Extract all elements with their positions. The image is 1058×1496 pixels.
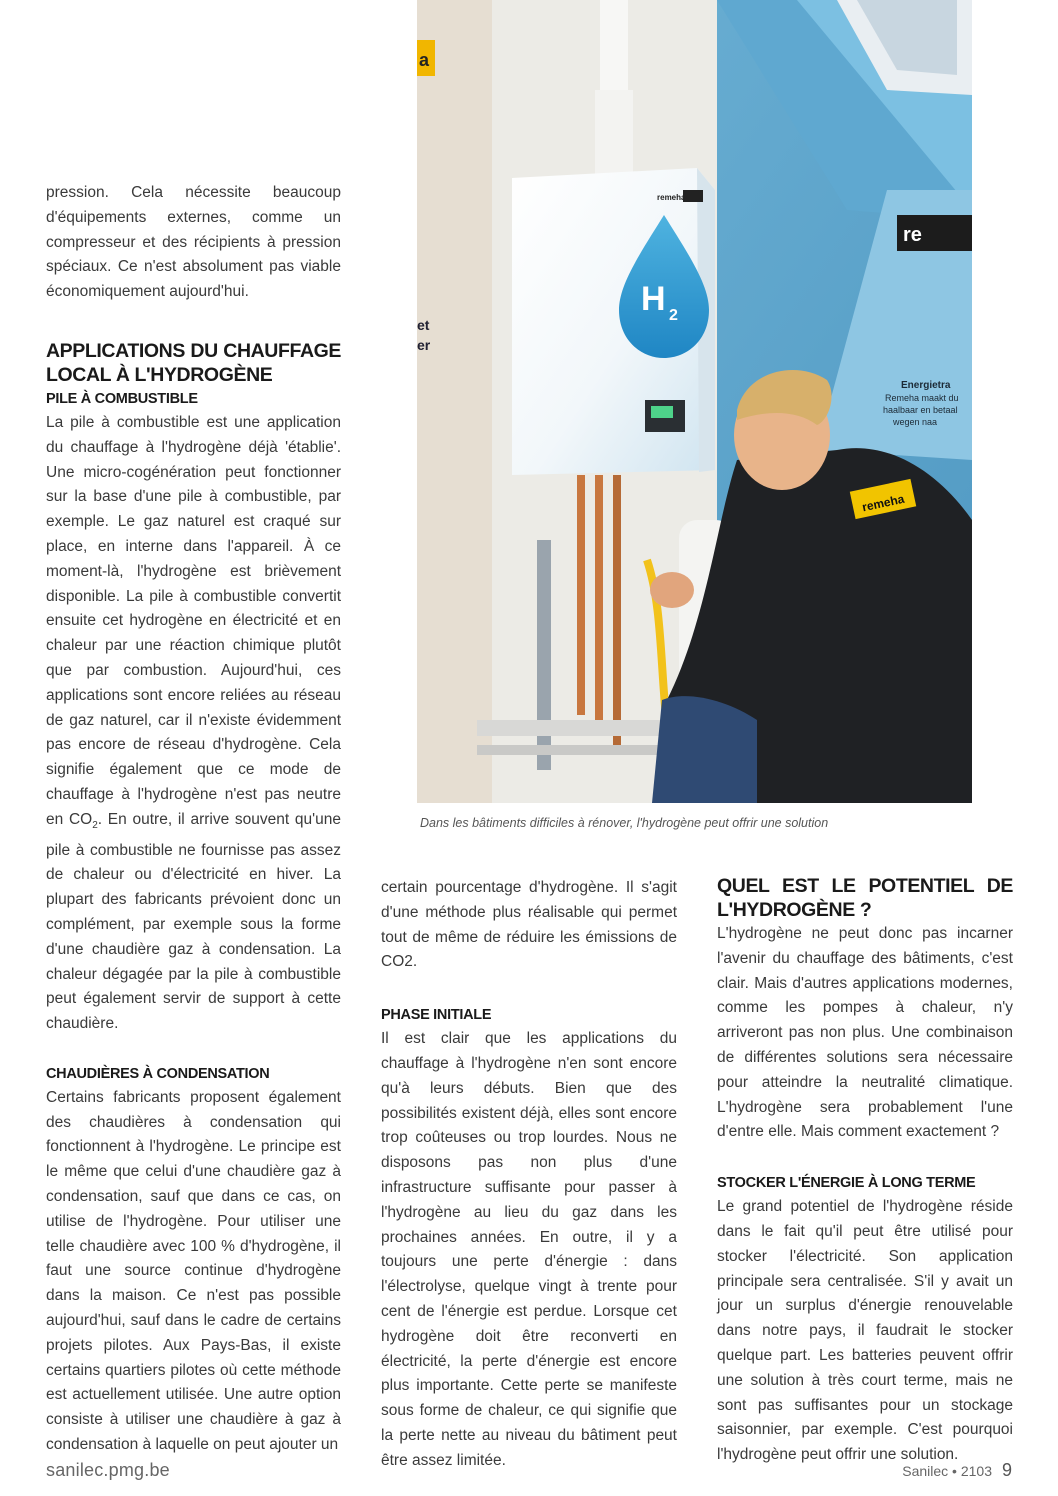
intro-paragraph: pression. Cela nécessite beaucoup d'équipements externes, comme un compresseur et des récipients à pression spéciaux. Ce n'est absolument pas viable économiquement aujourd'hui. [46,184,341,301]
page-number: 9 [1001,1460,1012,1480]
paragraph-chaudieres: Certains fabricants proposent également des chaudières à condensation qui fonctionnent à l'hydrogène. Le principe est le même que celui d'une chaudière gaz à condensation, sauf que dans ce cas, on utilise de l'hydrogène. Pour utiliser une telle chaudière avec 100 % d'hydrogène, il faut une source continue d'hydrogène dans la maison. Ce n'est pas possible aujourd'hui, sauf dans le cadre de certains projets pilotes. Aux Pays-Bas, il existe certains quartiers pilotes où cette méthode est actuellement utilisée. Une autre option consiste à utiliser une chaudière à gaz à condensation à laquelle on peut ajouter un [46,1088,341,1453]
wall-sign-brand: re [903,224,922,246]
co2-text: CO [68,810,93,828]
subheading-phase-initiale: PHASE INITIALE [381,1007,492,1024]
subheading-pile: PILE À COMBUSTIBLE [46,390,198,407]
paragraph-pile [46,411,341,1037]
footer-issue [902,1460,1012,1481]
h2-logo-letter: H [641,280,666,318]
article-photo [417,0,972,803]
paragraph-pile-text: La pile à combustible est une application du chauffage à l'hydrogène déjà 'établie'. Une micro-cogénération peut fonctionner sur la base d'une pile à combustible, par exemple. Le gaz naturel est craqué sur place, en interne dans l'appareil. À ce moment-là, l'hydrogène est brièvement disponible. La pile à combustible convertit ensuite cet hydrogène en électricité et en chaleur par une réaction chimique plutôt que par combustion. Aujourd'hui, ces applications sont encore reliées au réseau de gaz naturel, car il n'existe évidemment pas encore de réseau d'hydrogène. Cela signifie également que ce mode de chauffage à l'hydrogène n'est pas neutre en [46,413,341,828]
paragraph-stocker: Le grand potentiel de l'hydrogène réside dans le fait qu'il peut être utilisé pour stocker l'électricité. Son application principale sera centralisée. S'il y avait un jour un surplus d'énergie renouvelable dans notre pays, il faudrait le stocker quelque part. Les batteries peuvent offrir une solution à très court terme, mais ne sont pas suffisantes pour un stockage saisonnier, par exemple. C'est pourquoi l'hydrogène peut offrir une solution. [717,1198,1013,1464]
boiler-brand: remeha [657,193,686,202]
photo-caption: Dans les bâtiments difficiles à rénover, l'hydrogène peut offrir une solution [420,816,829,830]
section-heading-potentiel: QUEL EST LE POTENTIEL DE L'HYDROGÈNE ? [717,875,1013,921]
wall-sign-line-3: haalbaar en betaal [883,405,958,415]
jacket-brand: remeha [860,491,906,515]
footer-issue-text: Sanilec • 2103 [902,1463,992,1479]
column-2 [381,876,677,1474]
left-tag-text: a [419,50,430,70]
boiler-brand-badge [683,190,703,202]
column-1 [46,181,341,1458]
wall-sign-line-4: wegen naa [893,417,938,427]
column-3 [717,874,1013,1468]
left-fragment-1: et [417,317,430,333]
paragraph-continuation: certain pourcentage d'hydrogène. Il s'agit d'une méthode plus réalisable qui permet tout de même de réduire les émissions de CO2. [381,879,677,971]
paragraph-pile-end: . En outre, il arrive souvent qu'une pile à combustible ne fournisse pas assez de chaleur ou d'électricité en hiver. La plupart des fabricants prévoient donc un complément, par exemple sous la forme d'une chaudière gaz à condensation. La chaleur dégagée par la pile à combustible peut également servir de support à cette chaudière. [46,810,341,1033]
wall-sign-line-1: Energietra [901,380,951,391]
h2-logo-subscript: 2 [669,307,678,324]
footer-site-link[interactable]: sanilec.pmg.be [46,1460,170,1480]
co2-subscript: 2 [92,819,98,831]
subheading-stocker: STOCKER L'ÉNERGIE À LONG TERME [717,1175,976,1192]
paragraph-phase-initiale: Il est clair que les applications du chauffage à l'hydrogène n'en sont encore qu'à leurs débuts. Bien que des possibilités existent déjà, elles sont encore trop coûteuses ou trop lourdes. Nous ne disposons pas non plus d'une infrastructure suffisante pour passer à l'hydrogène au lieu du gaz dans les prochaines années. En outre, il y a toujours une perte d'énergie : dans l'électrolyse, quelque vingt à trente pour cent de l'énergie est perdue. Lorsque cet hydrogène doit être reconverti en électricité, la perte d'énergie est encore plus importante. Cette perte se manifeste sous forme de chaleur, ce qui signifie que la perte nette au niveau du bâtiment peut être assez limitée. [381,1030,677,1469]
wall-sign-line-2: Remeha maakt du [885,393,959,403]
left-fragment-2: er [417,337,431,353]
subheading-chaudieres: CHAUDIÈRES À CONDENSATION [46,1065,270,1082]
section-heading-applications: APPLICATIONS DU CHAUFFAGE LOCAL À L'HYDROGÈNE [46,339,341,386]
photo-illustration [417,0,972,803]
paragraph-potentiel: L'hydrogène ne peut donc pas incarner l'avenir du chauffage des bâtiments, c'est clair. Mais d'autres applications modernes, comme les pompes à chaleur, n'y arriveront pas non plus. Une combinaison de différentes solutions sera nécessaire pour atteindre la neutralité climatique. L'hydrogène sera probablement l'une d'entre elle. Mais comment exactement ? [717,925,1013,1141]
